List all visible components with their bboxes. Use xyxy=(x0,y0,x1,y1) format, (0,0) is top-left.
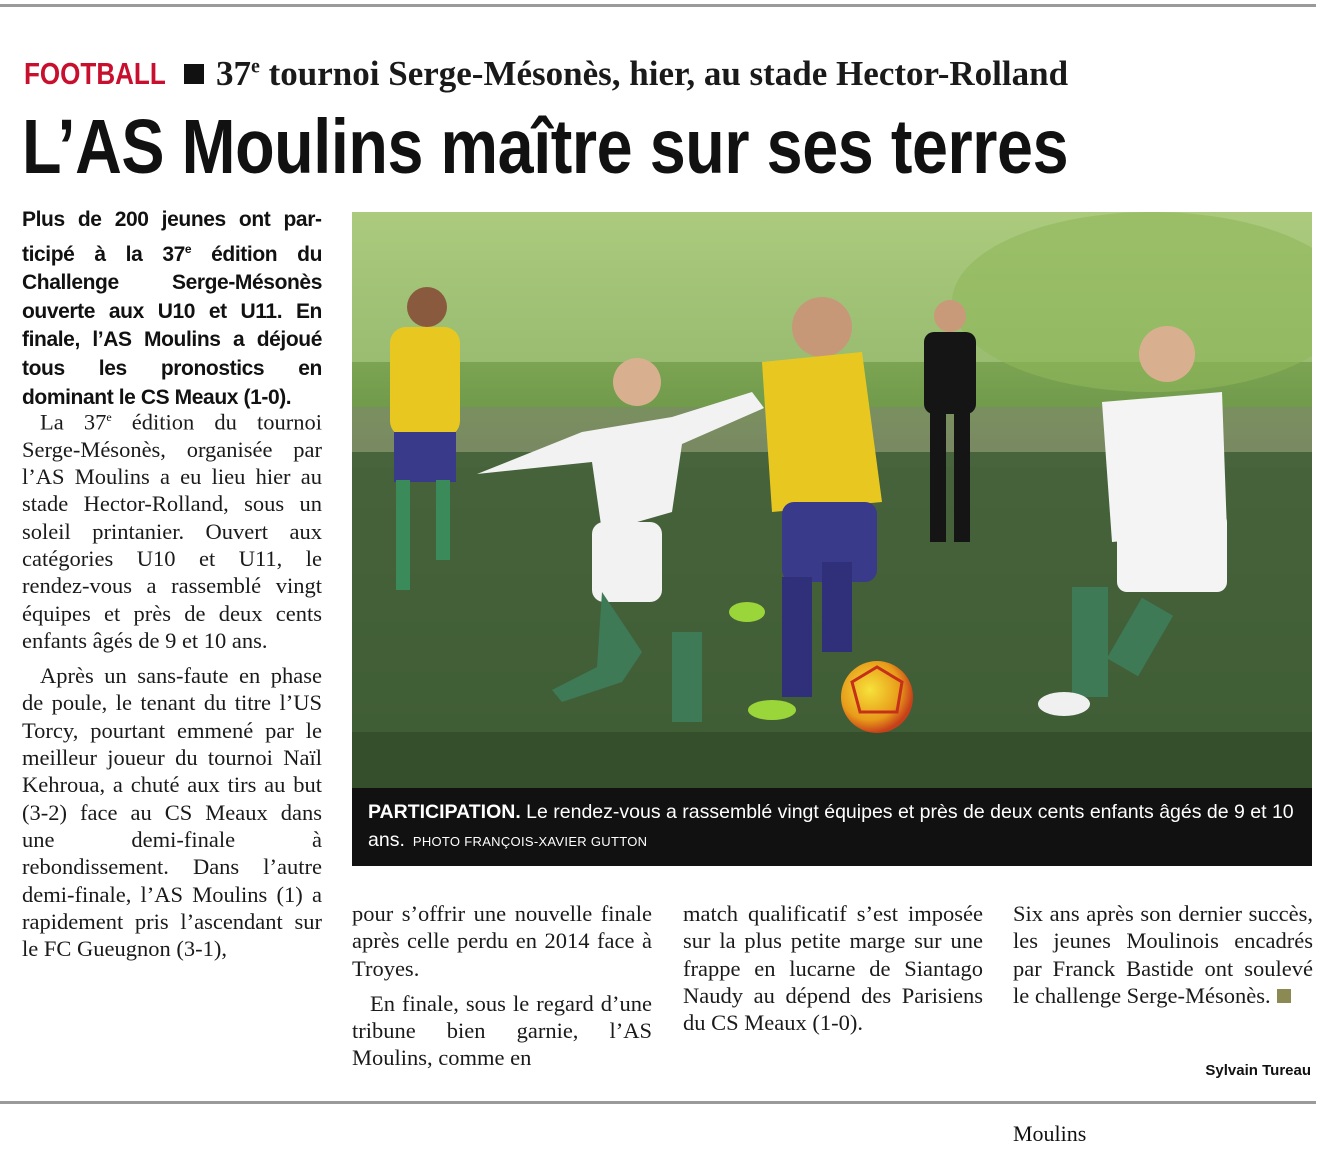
byline: Sylvain Tureau xyxy=(1205,1062,1311,1079)
body-paragraph-4: En finale, sous le regard d’une tribune bien garnie, l’AS Moulins, comme en xyxy=(352,990,652,1071)
kicker-ordinal: e xyxy=(251,55,260,78)
standfirst xyxy=(22,206,322,412)
body1-ordinal: e xyxy=(106,410,112,424)
column-2 xyxy=(352,900,652,1072)
caption-label: PARTICIPATION. xyxy=(368,801,521,823)
standfirst-part-b: édition du Challenge Serge-Mésonès ouverte aux U10 et U11. En finale, l’AS Moulins a déjoué tous les pronostics en dominant le CS Meaux (1-0). xyxy=(22,242,322,409)
body-paragraph-1 xyxy=(22,404,322,654)
kicker xyxy=(216,54,1068,94)
turf-shadow xyxy=(352,732,1312,788)
top-rule xyxy=(0,4,1316,7)
body-paragraph-5: match qualificatif s’est imposée sur la plus petite marge sur une frappe en lucarne de Siantago Naudy au dépend des Parisiens du CS Meaux (1-0). xyxy=(683,901,983,1036)
standfirst-part-a: Plus de 200 jeunes ont participé à la 37 xyxy=(22,208,322,266)
body1-part-a: La 37 xyxy=(40,409,107,435)
standfirst-ordinal: e xyxy=(184,241,192,256)
football-ball xyxy=(841,661,913,733)
column-3 xyxy=(683,900,983,1036)
headline: L’AS Moulins maître sur ses terres xyxy=(22,104,1069,190)
caption-text: Le rendez-vous a rassemblé vingt équipes et près de deux cents enfants âgés de 9 et 10 ans. xyxy=(368,801,1294,851)
bottom-rule xyxy=(0,1101,1316,1104)
column-1 xyxy=(22,404,322,962)
body6-text: Six ans après son dernier succès, les jeunes Moulinois encadrés par Franck Bastide ont soulevé le challenge Serge-Mésonès. xyxy=(1013,901,1313,1008)
kicker-text: tournoi Serge-Mésonès, hier, au stade Hector-Rolland xyxy=(259,54,1069,93)
body-paragraph-2: Après un sans-faute en phase de poule, le tenant du titre l’US Torcy, pourtant emmené par le meilleur joueur du tournoi Naïl Kehroua, a chuté aux tirs au but (3-2) face au CS Meaux dans une demi-finale à rebondissement. Dans l’autre demi-finale, l’AS Moulins (1) a rapidement pris l’ascendant sur le FC Gueugnon (3-1), xyxy=(22,663,322,962)
kicker-line xyxy=(24,52,1068,96)
body-paragraph-3: pour s’offrir une nouvelle finale après celle perdu en 2014 face à Troyes. xyxy=(352,901,652,981)
football-photo-illustration xyxy=(352,212,1312,866)
body1-part-b: édition du tournoi Serge-Mésonès, organisée par l’AS Moulins a eu lieu hier au stade Hector-Rolland, sous un soleil printanier. Ouvert aux catégories U10 et U11, le rendez-vous a rassemblé vingt équipes et près de deux cents enfants âgés de 9 et 10 ans. xyxy=(22,409,322,653)
page-city-label: Moulins xyxy=(1013,1121,1087,1146)
photo xyxy=(352,212,1312,866)
body-paragraph-6 xyxy=(1013,900,1313,1009)
photo-credit: PHOTO FRANÇOIS-XAVIER GUTTON xyxy=(412,834,648,849)
square-bullet-icon xyxy=(184,64,204,84)
end-square-icon xyxy=(1277,989,1291,1003)
section-rubric: FOOTBALL xyxy=(24,56,166,91)
column-4 xyxy=(1013,900,1313,1009)
kicker-number: 37 xyxy=(216,54,251,93)
photo-caption xyxy=(352,788,1312,866)
